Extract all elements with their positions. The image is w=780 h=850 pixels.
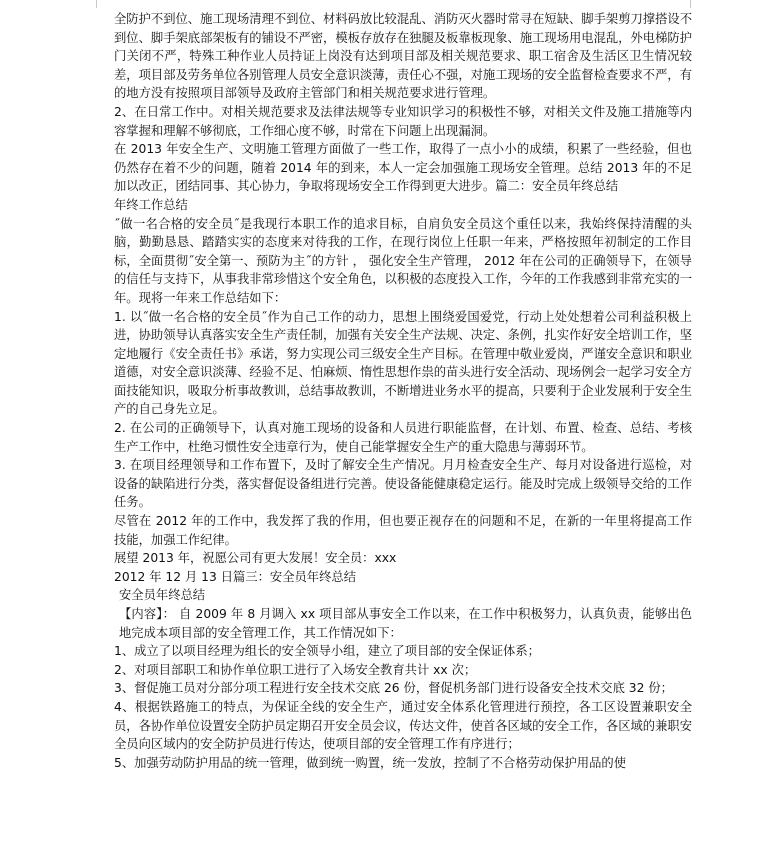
list-item: 3. 在项目经理领导和工作布置下，及时了解安全生产情况。月月检查安全生产、每月对设备进行巡检，对设备的缺陷进行分类，落实督促设备组进行完善。使设备能健康稳定运行。能及时完成上级领导交给的工作任务。 [114,458,692,510]
list-item: 4、根据铁路施工的特点，为保证全线的安全生产，通过安全体系化管理进行预控，各工区设置兼职安全员，各协作单位设置安全防护员定期召开安全员会议，传达文件，使首各区域的安全工作，各区域的兼职安全员向区域内的安全防护员进行传达，使项目部的安全管理工作有序进行； [114,699,692,752]
page-corner-mark-right [690,0,699,8]
paragraph: 尽管在 2012 年的工作中，我发挥了我的作用，但也要正视存在的问题和不足，在新的一年里将提高工作技能，加强工作纪律。 [114,514,692,547]
list-item: 3、督促施工员对分部分项工程进行安全技术交底 26 份，督促机务部门进行设备安全技术交底 32 份； [114,681,673,696]
list-item: 5、加强劳动防护用品的统一管理，做到统一购置，统一发放，控制了不合格劳动保护用品的使 [114,755,626,770]
page-corner-mark-left [88,0,97,8]
list-item: 2、对项目部职工和协作单位职工进行了入场安全教育共计 xx 次； [114,662,477,677]
paragraph: 2、在日常工作中。对相关规范要求及法律法规等专业知识学习的积极性不够，对相关文件及施工措施等内容掌握和理解不够彻底，工作细心度不够，时常在下问题上出现漏洞。 [114,104,692,138]
document-body [114,10,692,772]
paragraph: 展望 2013 年，祝愿公司有更大发展！安全员：xxx [114,551,397,566]
paragraph: 2012 年 12 月 13 日篇三：安全员年终总结 [114,569,356,584]
paragraph: 在 2013 年安全生产、文明施工管理方面做了一些工作，取得了一点小小的成绩，积累了一些经验，但也仍然存在着不少的问题，随着 2014 年的到来，本人一定会加强施工现场安全管理。总结 2013 年的不足加以改正，团结同事、其心协力，争取将现场安全工作得到更大进步。篇二：安全员年终总结 [114,142,692,194]
section-heading: 安全员年终总结 [119,588,206,603]
paragraph: ˝做一名合格的安全员˝是我现行本职工作的追求目标，自肩负安全员这个重任以来，我始终保持清醒的头脑，勤勤恳恳、踏踏实实的态度来对待我的工作，在现行岗位上任职一年来，严格按照年初制定的工作目标，全面贯彻˝安全第一、预防为主˝的方针 ， 强化安全生产管理， 2012 年在公司的正确领导下，在领导的信任与支持下，从事我非常珍惜这个安全角色，以积极的态度投入工作，今年的工作我感到非常充实的一年。现将一年来工作总结如下： [114,216,692,305]
list-item: 1. 以˝做一名合格的安全员˝作为自己工作的动力，思想上围绕爱国爱党，行动上处处想着公司利益积极上进，协助领导认真落实安全生产责任制，加强有关安全生产法规、决定、条例，扎实作好安全培训工作，坚定地履行《安全责任书》承诺，努力实现公司三级安全生产目标。在管理中敬业爱岗，严谨安全意识和职业道德，对安全意识淡薄、经验不足、怕麻烦、惰性思想作祟的苗头进行安全活动、现场例会一起学习安全方面技能知识，吸取分析事故教训，总结事故教训，不断增进业务水平的提高，只要利于企业发展利于安全生产的自己身先立足。 [114,309,692,417]
paragraph: 全防护不到位、施工现场清理不到位、材料码放比较混乱、消防灭火器时常寻在短缺、脚手架剪刀撑搭设不到位、脚手架底部架板有的铺设不严密，模板存放存在独腿及板靠板现象、施工现场用电混乱，外电梯防护门关闭不严，特殊工种作业人员持证上岗没有达到项目部及相关规范要求、职工宿舍及生活区卫生情况较差，项目部及劳务单位各别管理人员安全意识淡薄，责任心不强，对施工现场的安全监督检查要求不严，有的地方没有按照项目部领导及政府主管部门和相关规范要求进行管理。 [114,12,692,101]
paragraph: 【内容】： 自 2009 年 8 月调入 xx 项目部从事安全工作以来，在工作中积极努力，认真负责，能够出色地完成本项目部的安全管理工作，其工作情况如下： [119,607,692,640]
list-item: 2. 在公司的正确领导下，认真对施工现场的设备和人员进行职能监督，在计划、布置、检查、总结、考核生产工作中，杜绝习惯性安全违章行为，使自己能掌握安全生产的重大隐患与薄弱环节。 [114,421,692,454]
section-heading: 年终工作总结 [114,197,188,212]
list-item: 1、成立了以项目经理为组长的安全领导小组，建立了项目部的安全保证体系； [114,644,540,659]
